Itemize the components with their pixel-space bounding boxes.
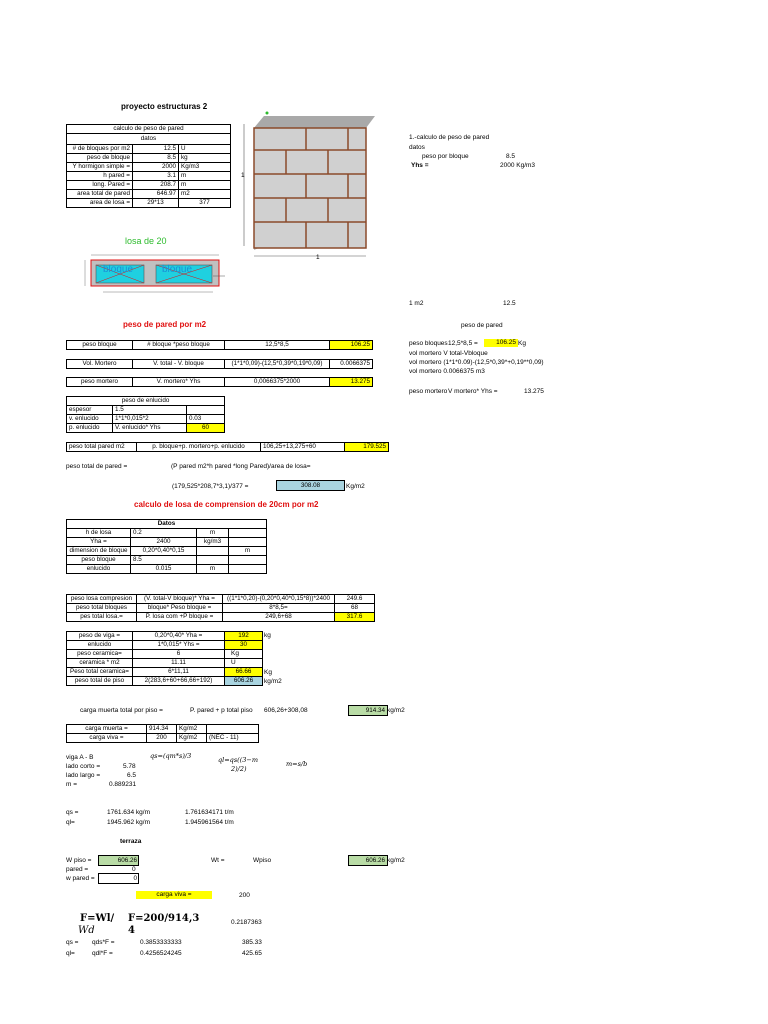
table-cell: Yha = — [67, 538, 131, 547]
section-title: terraza — [120, 838, 142, 845]
block-label-2: bloque — [162, 264, 193, 275]
formula: ql=qs((3−m — [218, 756, 258, 764]
formula: Wd — [78, 925, 95, 936]
table-cell: 0,0066375*2000 — [225, 378, 330, 387]
unit: Kg — [264, 669, 272, 676]
calc-row-vol-mortero — [66, 359, 373, 369]
table-cell: Kg/m2 — [177, 725, 207, 734]
table-cell: peso losa compresion — [67, 595, 137, 604]
table-cell: kg/m3 — [197, 538, 229, 547]
value: 5.78 — [123, 763, 136, 770]
highlight-value: 66.66 — [225, 668, 263, 677]
table-cell: area de losa = — [67, 199, 133, 208]
section-title: peso de pared por m2 — [123, 320, 207, 329]
value: 0.3853333333 — [140, 939, 182, 946]
label: w pared = — [66, 875, 95, 882]
table-cell: enlucido — [67, 565, 131, 574]
highlight-value: 30 — [225, 641, 263, 650]
table-cell: espesor — [67, 406, 113, 415]
table-cell: 377 — [179, 199, 231, 208]
table-cell: peso de viga = — [67, 632, 133, 641]
table-cell: m — [179, 181, 231, 190]
unit: Kg/m2 — [346, 483, 365, 490]
formula: F=200/914,3 — [128, 913, 200, 924]
note-line: datos — [409, 144, 425, 151]
table-cell: long. Pared = — [67, 181, 133, 190]
table-cell: 8.5 — [133, 154, 179, 163]
table-cell: 0.015 — [131, 565, 197, 574]
table-cell: carga viva = — [67, 734, 147, 743]
page-title: proyecto estructuras 2 — [121, 102, 208, 111]
note-line: Yhs = — [411, 162, 429, 169]
table-cell: peso total de piso — [67, 677, 133, 686]
note-line: vol mortero 0.0066375 m3 — [409, 368, 485, 375]
label: lado corto = — [66, 763, 101, 770]
table-header: peso de enlucido — [67, 397, 225, 406]
label: carga muerta total por piso = — [80, 707, 163, 714]
table-cell: h de losa — [67, 529, 131, 538]
label: m = — [66, 781, 78, 788]
formula: 2)/2) — [231, 765, 247, 773]
result-value: 914.34 — [348, 705, 388, 716]
formula: 4 — [128, 925, 135, 936]
table-cell: 200 — [147, 734, 177, 743]
peso-total-row — [66, 442, 389, 452]
table-cell: m — [197, 529, 229, 538]
table-cell: 2000 — [133, 163, 179, 172]
table-subheader: datos — [67, 134, 231, 145]
table-cell: (NEC - 11) — [207, 734, 259, 743]
value: 385.33 — [242, 939, 262, 946]
formula: F=Wl/ — [80, 913, 115, 924]
table-cell: peso mortero — [67, 378, 133, 387]
note-line: peso bloques — [409, 340, 448, 347]
table-cell: V. total - V. bloque — [133, 360, 225, 369]
highlight-value: 317.6 — [335, 613, 375, 622]
section-title: calculo de losa de comprension de 20cm por m2 — [134, 500, 319, 509]
highlight-value: 60 — [187, 424, 225, 433]
table-cell: 68 — [335, 604, 375, 613]
table-cell: # bloque *peso bloque — [133, 341, 225, 350]
note-line: 1 m2 — [409, 300, 424, 307]
value: 1945.962 kg/m — [107, 819, 151, 826]
table-cell: 0.0066375 — [330, 360, 373, 369]
table-cell: ceramica * m2 — [67, 659, 133, 668]
table-cell: dimension de bloque — [67, 547, 131, 556]
table-cell — [229, 565, 267, 574]
block-label-1: bloque — [103, 264, 134, 275]
table-cell: peso total bloques — [67, 604, 137, 613]
wall-width-label: 1 — [316, 254, 320, 261]
formula: (179,525*208,7*3,1)/377 = — [172, 483, 249, 490]
highlight-value: 192 — [225, 632, 263, 641]
table-cell: V. enlucido* Yhs — [113, 424, 187, 433]
table-cell: 11.11 — [133, 659, 225, 668]
note-line: Kg — [518, 340, 526, 347]
label: viga A - B — [66, 754, 94, 761]
table-cell: P. losa com +P bloque = — [137, 613, 223, 622]
table-cell: 646.97 — [133, 190, 179, 199]
table-cell — [229, 538, 267, 547]
table-cell — [197, 556, 229, 565]
value: 1.761634171 t/m — [185, 809, 234, 816]
note-line: vol mortero V total-Vbloque — [409, 350, 488, 357]
result-value: 308.08 — [276, 480, 345, 491]
value: 425.65 — [242, 950, 262, 957]
table-cell: ((1*1*0,20)-(0,20*0,40*0,15*8))*2400 — [223, 595, 335, 604]
label: Wpiso — [253, 857, 272, 864]
label: peso total de pared = — [66, 463, 128, 470]
table-cell: peso bloque — [67, 556, 131, 565]
table-cell: h pared = — [67, 172, 133, 181]
table-cell — [229, 556, 267, 565]
label: W piso = — [66, 857, 92, 864]
table-cell: (1*1*0,09)-(12,5*0,39*0,19*0,09) — [225, 360, 330, 369]
table-cell: peso bloque — [67, 341, 133, 350]
table-cell: U — [179, 145, 231, 154]
table-cell: Kg/m3 — [179, 163, 231, 172]
table-cell: 914.34 — [147, 725, 177, 734]
table-cell: m2 — [179, 190, 231, 199]
table-cell: 3.1 — [133, 172, 179, 181]
value: 0 — [98, 873, 139, 884]
table-cell: 0.2 — [131, 529, 197, 538]
table-cell: peso de bloque — [67, 154, 133, 163]
table-cell: m — [179, 172, 231, 181]
result-value: 606.26 — [225, 677, 263, 686]
label: ql= — [66, 819, 75, 826]
unit: Kg — [231, 650, 239, 657]
unit: kg/m2 — [387, 857, 405, 864]
table-cell: 208.7 — [133, 181, 179, 190]
unit: kg/m2 — [264, 678, 282, 685]
table-cell: Peso total ceramica= — [67, 668, 133, 677]
table-cell: 1.5 — [113, 406, 187, 415]
table-cell: pes total losa.= — [67, 613, 137, 622]
table-cell: 1*1*0,015*2 — [113, 415, 187, 424]
losa-table — [66, 594, 375, 622]
table-cell: 106,25+13,275+60 — [261, 443, 345, 452]
value: 200 — [239, 892, 250, 899]
table-header: calculo de peso de pared — [67, 125, 231, 134]
datos-table — [66, 519, 267, 574]
note-line: vol mortero (1*1*0.09)-(12,5*0,39*+0,19**0,09) — [409, 359, 544, 366]
formula: (P pared m2*h pared *long Pared)/area de losa= — [171, 463, 311, 470]
table-cell — [207, 725, 259, 734]
highlight-value: 106.25 — [484, 339, 518, 347]
table-cell: area total de pared — [67, 190, 133, 199]
table-cell: 2(283,6+60+66,66+192) — [133, 677, 225, 686]
label: lado largo = — [66, 772, 101, 779]
highlight-value: 179.525 — [345, 443, 389, 452]
table-cell — [197, 547, 229, 556]
note-value: 12.5 — [503, 300, 516, 307]
table-cell: (V. total-V bloque)* Yha = — [137, 595, 223, 604]
calc-row-peso-bloque — [66, 340, 373, 350]
formula: 606,26+308,08 — [264, 707, 308, 714]
note-value: 13.275 — [524, 388, 544, 395]
table-cell: 6*11,11 — [133, 668, 225, 677]
calc-row-peso-mortero — [66, 377, 373, 387]
table-cell: Kg/m2 — [177, 734, 207, 743]
losa-label: losa de 20 — [125, 236, 167, 246]
highlight-label: carga viva = — [136, 891, 212, 899]
value: 0 — [132, 866, 136, 873]
table-cell: v. enlucido — [67, 415, 113, 424]
formula: m=s/b — [286, 760, 308, 768]
value: 1761.634 kg/m — [107, 809, 151, 816]
value: 1.945961564 t/m — [185, 819, 234, 826]
table-cell: 8.5 — [131, 556, 197, 565]
table-cell: # de bloques por m2 — [67, 145, 133, 154]
wall-height-label: 1 — [241, 172, 245, 179]
enlucido-table — [66, 396, 225, 433]
table-cell: 8*8,5= — [223, 604, 335, 613]
note-line: 12,5*8,5 = — [448, 340, 478, 347]
formula: qdl*F = — [92, 950, 113, 957]
value: 0.2187363 — [231, 919, 262, 926]
table-cell: bloque* Peso bloque = — [137, 604, 223, 613]
table-cell: 0,20*0,40* Yha = — [133, 632, 225, 641]
unit: kg — [264, 632, 271, 639]
table-cell: peso ceramica= — [67, 650, 133, 659]
cargas-table — [66, 724, 259, 743]
label: qs = — [66, 939, 79, 946]
value: 0.4256524245 — [140, 950, 182, 957]
table-header: Datos — [67, 520, 267, 529]
formula: P. pared + p total piso — [190, 707, 253, 714]
table-cell: 12,5*8,5 — [225, 341, 330, 350]
note-line: peso de pared — [461, 322, 503, 329]
table-cell — [187, 406, 225, 415]
table-cell: 249,6+68 — [223, 613, 335, 622]
label: ql= — [66, 950, 75, 957]
peso-pared-table — [66, 124, 231, 208]
table-cell: Y hormigon simple = — [67, 163, 133, 172]
table-cell: carga muerta = — [67, 725, 147, 734]
table-cell: 0.03 — [187, 415, 225, 424]
brick-wall-image — [240, 108, 395, 268]
table-cell: Vol. Mortero — [67, 360, 133, 369]
table-cell: 249.6 — [335, 595, 375, 604]
table-cell: V. mortero* Yhs — [133, 378, 225, 387]
table-cell: enlucido — [67, 641, 133, 650]
highlight-value: 13.275 — [330, 378, 373, 387]
note-line: 1.-calculo de peso de pared — [409, 134, 490, 141]
losa-block-image — [73, 246, 228, 298]
value: 0.889231 — [109, 781, 137, 788]
label: Wt = — [211, 857, 225, 864]
table-cell: 1*0,015* Yhs = — [133, 641, 225, 650]
table-cell: 0,20*0,40*0,15 — [131, 547, 197, 556]
formula: qds*F = — [92, 939, 115, 946]
unit: kg/m2 — [387, 707, 405, 714]
highlight-value: 106.25 — [330, 341, 373, 350]
table-cell: kg — [179, 154, 231, 163]
note-line: peso por bloque — [422, 153, 469, 160]
note-value: 2000 Kg/m3 — [500, 162, 536, 169]
table-cell: 29*13 — [133, 199, 179, 208]
note-value: 8.5 — [506, 153, 516, 160]
label: qs = — [66, 809, 79, 816]
formula: qs=(qm*s)/3 — [150, 752, 192, 760]
table-cell: peso total pared m2 — [67, 443, 137, 452]
result-value: 606.26 — [98, 855, 139, 866]
table-cell: m — [229, 547, 267, 556]
label: pared = — [66, 866, 89, 873]
note-line: peso mortero — [409, 388, 448, 395]
note-line: V mortero* Yhs = — [448, 388, 498, 395]
table-cell: p. bloque+p. mortero+p. enlucido — [137, 443, 261, 452]
table-cell: m — [197, 565, 229, 574]
table-cell: 12.5 — [133, 145, 179, 154]
unit: U — [231, 659, 236, 666]
value: 6.5 — [127, 772, 137, 779]
result-value: 606.26 — [348, 855, 388, 866]
table-cell: 2400 — [131, 538, 197, 547]
table-cell: p. enlucido — [67, 424, 113, 433]
table-cell — [229, 529, 267, 538]
table-cell: 6 — [133, 650, 225, 659]
